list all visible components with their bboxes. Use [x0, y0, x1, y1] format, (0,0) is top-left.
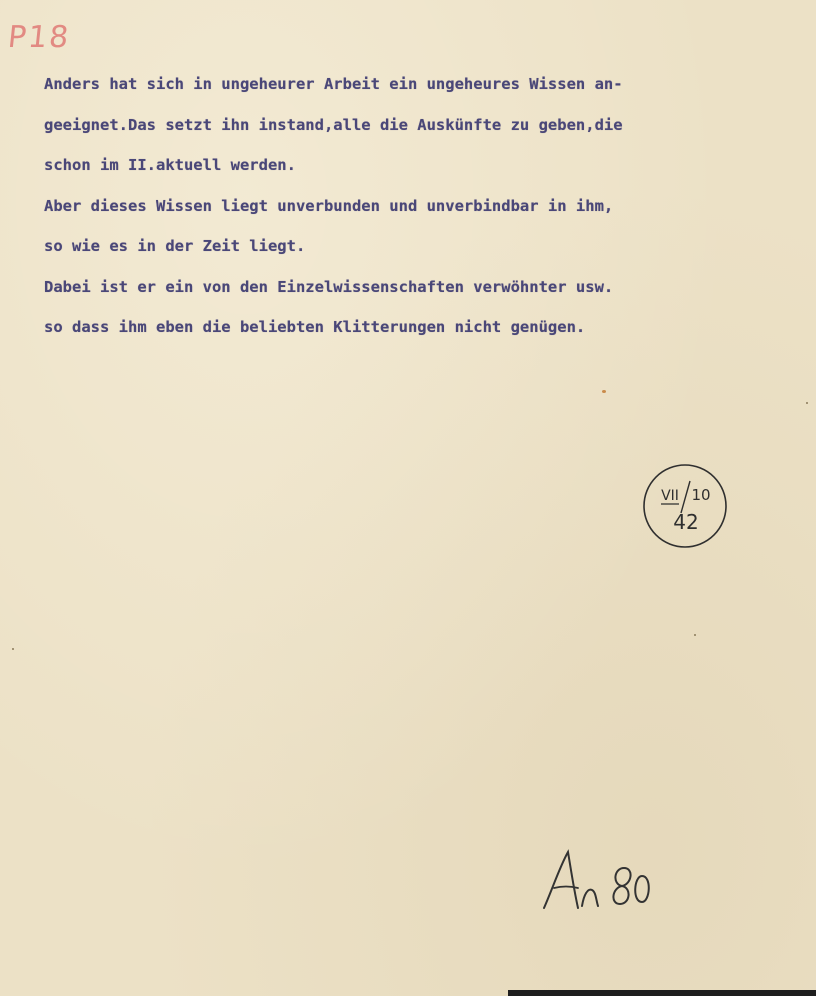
text-line: Aber dieses Wissen liegt unverbunden und unverbindbar in ihm, — [44, 196, 614, 215]
scan-edge-shadow — [508, 990, 816, 996]
paper-speck — [12, 648, 14, 650]
typewritten-text — [44, 64, 804, 348]
stamp-divider-slash — [681, 481, 690, 513]
paper-speck — [694, 634, 696, 636]
text-line: Anders hat sich in ungeheurer Arbeit ein ungeheures Wissen an- — [44, 75, 623, 93]
stamp-page-number: 42 — [673, 510, 699, 534]
text-line: so wie es in der Zeit liegt. — [44, 237, 306, 255]
paper-speck — [602, 390, 606, 393]
text-line: Dabei ist er ein von den Einzelwissenschaften verwöhnter usw. — [44, 277, 614, 296]
archive-pencil-mark: P18 — [6, 20, 73, 55]
stamp-folder-text: 10 — [691, 486, 711, 504]
text-line: so dass ihm eben die beliebten Klitterungen nicht genügen. — [44, 318, 586, 336]
text-line: geeignet.Das setzt ihn instand,alle die Auskünfte zu geben,die — [44, 115, 623, 134]
handwritten-signature — [538, 846, 658, 916]
paper-speck — [806, 402, 808, 404]
archive-stamp — [642, 463, 728, 549]
text-line: schon im II.aktuell werden. — [44, 156, 296, 174]
stamp-volume-text: VII — [661, 488, 679, 504]
